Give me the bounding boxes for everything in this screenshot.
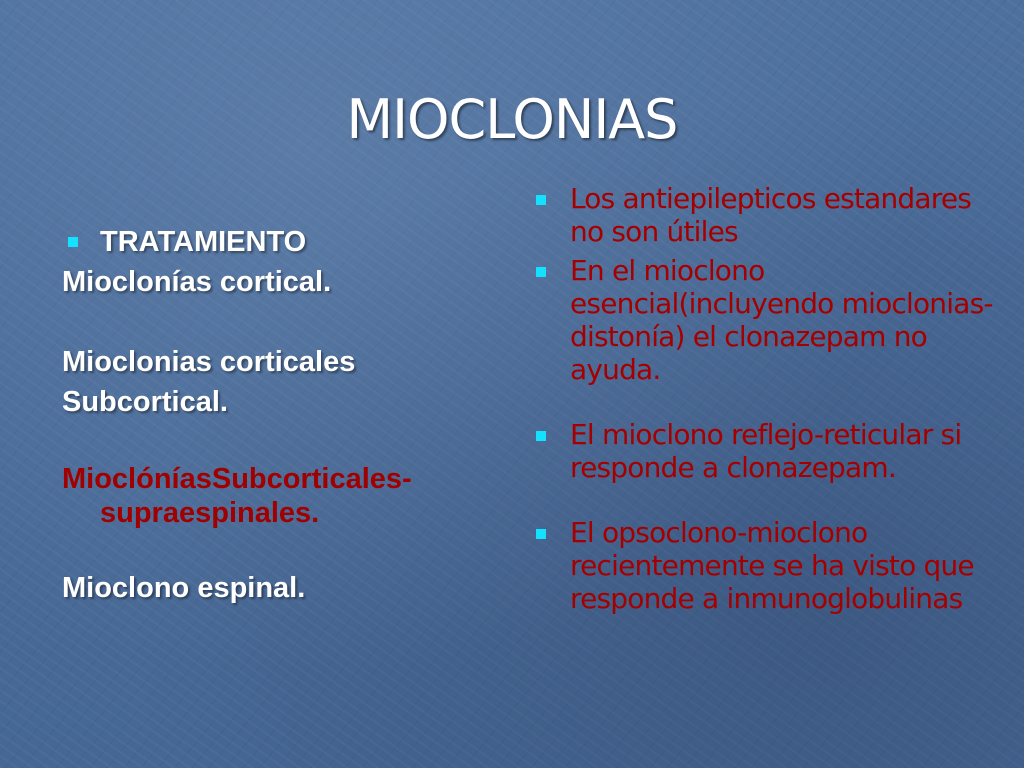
right-item-text: El opsoclono-mioclono recientemente se ha visto que responde a inmunoglobulinas (570, 516, 974, 615)
spacer (62, 530, 502, 568)
slide-title: MIOCLONIAS (346, 88, 678, 151)
square-bullet-icon (68, 237, 78, 247)
treatment-heading (62, 222, 502, 262)
right-list-item (530, 182, 1010, 248)
left-line-cortical: Mioclonías cortical. (62, 266, 332, 298)
spacer (62, 302, 502, 342)
right-list-item (530, 516, 1010, 615)
spacer (62, 422, 502, 462)
left-line-subcorticales-supraespinales: MioclóníasSubcorticales-supraespinales. (62, 463, 412, 529)
right-list-item (530, 418, 1010, 484)
left-column (62, 222, 502, 608)
treatment-heading-label: TRATAMIENTO (100, 226, 307, 258)
left-line-subcortical: Subcortical. (62, 386, 228, 418)
right-item-text: El mioclono reflejo-reticular si responde a clonazepam. (570, 418, 962, 484)
right-item-text: Los antiepilepticos estandares no son útiles (570, 182, 972, 248)
left-line-espinal: Mioclono espinal. (62, 572, 306, 604)
left-line-corticales: Mioclonias corticales (62, 346, 356, 378)
square-bullet-icon (536, 529, 546, 539)
square-bullet-icon (536, 431, 546, 441)
square-bullet-icon (536, 267, 546, 277)
right-list-item (530, 254, 1010, 386)
right-item-text: En el mioclono esencial(incluyendo mioclonias-distonía) el clonazepam no ayuda. (570, 254, 993, 386)
right-column (530, 182, 1010, 615)
square-bullet-icon (536, 195, 546, 205)
